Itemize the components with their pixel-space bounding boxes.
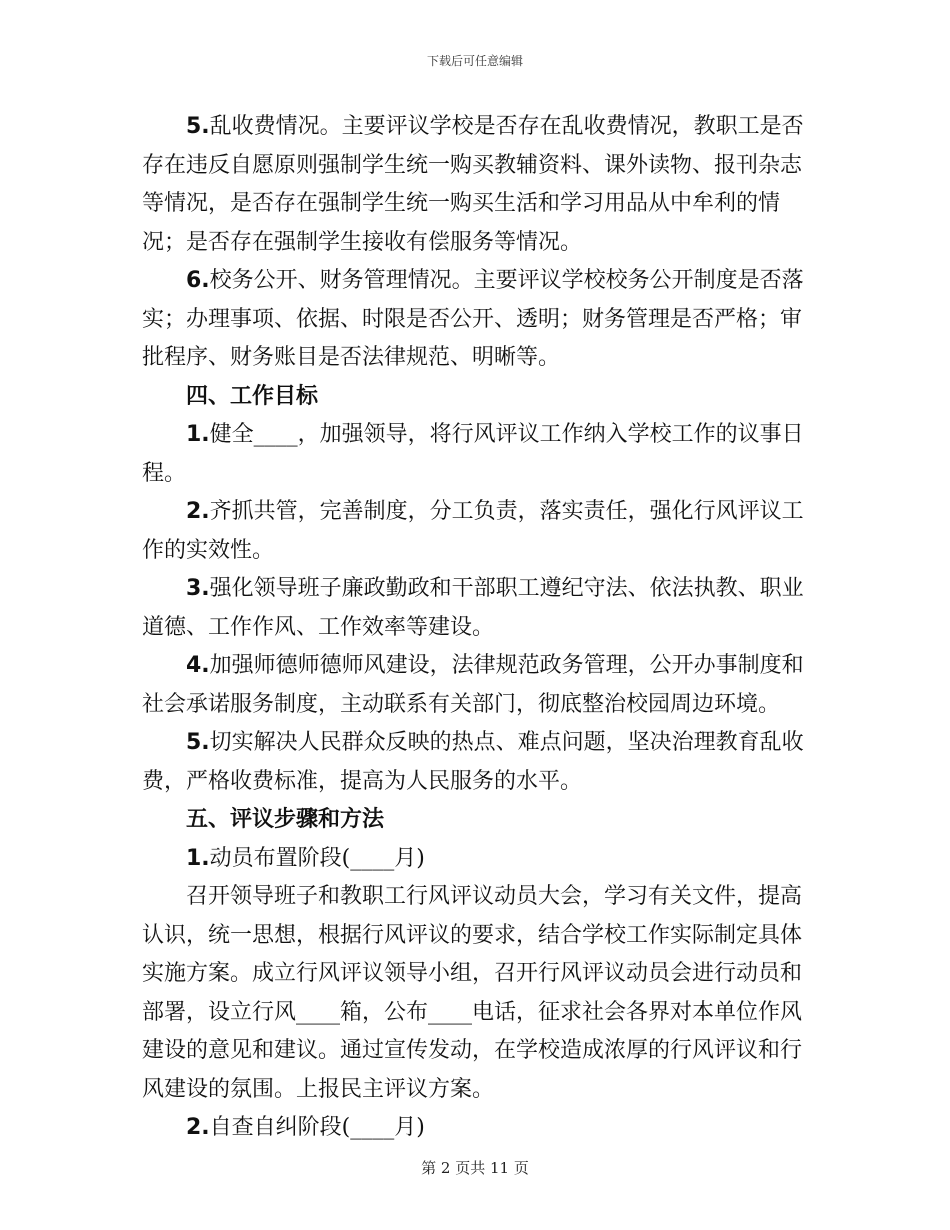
- section-heading-goals: 四、工作目标: [186, 383, 319, 409]
- goal-item-1: [142, 416, 810, 493]
- paragraph-text: 强化领导班子廉政勤政和干部职工遵纪守法、依法执教、职业道德、工作作风、工作效率等建设。: [142, 576, 804, 640]
- paragraph-item-6-affairs: [142, 262, 810, 378]
- paragraph-text: 切实解决人民群众反映的热点、难点问题，坚决治理教育乱收费，严格收费标准，提高为人民服务的水平。: [142, 730, 804, 794]
- paragraph-text: 齐抓共管，完善制度，分工负责，落实责任，强化行风评议工作的实效性。: [142, 499, 804, 563]
- item-number: 6.: [186, 268, 210, 293]
- step-1-description: 召开领导班子和教职工行风评议动员大会，学习有关文件，提高认识，统一思想，根据行风评议的要求，结合学校工作实际制定具体实施方案。成立行风评议领导小组，召开行风评议动员会进行动员和部署，设立行风____箱，公布____电话，征求社会各界对本单位作风建设的意见和建议。通过宣传发动，在学校造成浓厚的行风评议和行风建设的氛围。上报民主评议方案。: [142, 884, 803, 1102]
- paragraph-item-5-fees: [142, 108, 810, 262]
- paragraph-text: 校务公开、财务管理情况。主要评议学校校务公开制度是否落实；办理事项、依据、时限是否公开、透明；财务管理是否严格；审批程序、财务账目是否法律规范、明晰等。: [142, 268, 804, 370]
- item-number: 4.: [186, 653, 210, 678]
- goal-item-2: [142, 493, 810, 570]
- item-number: 2.: [186, 1115, 210, 1140]
- item-number: 2.: [186, 499, 210, 524]
- paragraph-text: 健全____，加强领导，将行风评议工作纳入学校工作的议事日程。: [142, 422, 804, 486]
- paragraph-text: 动员布置阶段(____月): [209, 845, 425, 871]
- step-item-2: [142, 1109, 810, 1148]
- item-number: 5.: [186, 730, 210, 755]
- paragraph-text: 乱收费情况。主要评议学校是否存在乱收费情况，教职工是否存在违反自愿原则强制学生统一购买教辅资料、课外读物、报刊杂志等情况，是否存在强制学生统一购买生活和学习用品从中牟利的情况；是否存在强制学生接收有偿服务等情况。: [142, 114, 804, 255]
- paragraph-text: 加强师德师德师风建设，法律规范政务管理，公开办事制度和社会承诺服务制度，主动联系有关部门，彻底整治校园周边环境。: [142, 653, 804, 717]
- page-footer: 第 2 页共 11 页: [421, 1159, 529, 1177]
- goal-item-5: [142, 724, 810, 801]
- step-item-1: [142, 840, 810, 879]
- item-number: 1.: [186, 845, 210, 871]
- goal-item-3: [142, 570, 810, 647]
- paragraph-text: 自查自纠阶段(____月): [209, 1115, 425, 1140]
- item-number: 3.: [186, 576, 210, 601]
- item-number: 1.: [186, 422, 210, 447]
- goal-item-4: [142, 647, 810, 724]
- section-heading-steps: 五、评议步骤和方法: [186, 807, 385, 832]
- document-body: [142, 108, 810, 1148]
- page-header: 下载后可任意编辑: [426, 54, 523, 68]
- item-number: 5.: [186, 114, 210, 139]
